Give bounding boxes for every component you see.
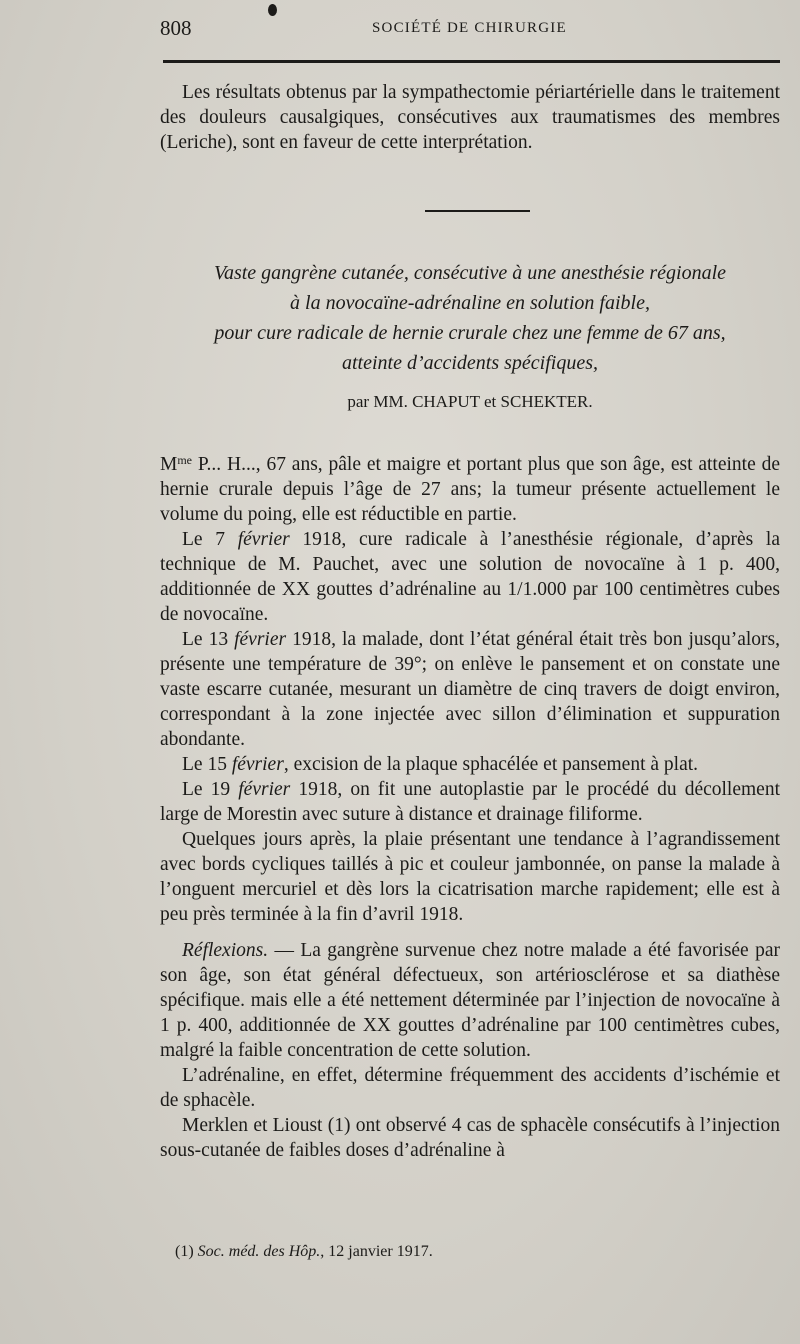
reflexions-text: — La gangrène survenue chez notre malade a été favorisée par son âge, son état général défectueux, son artériosclérose et sa diathèse spécifique. mais elle a été nettement déterminée par l’injection de novocaïne à 1 p. 400, additionnée de XX gouttes d’adrénaline par 100 centimètres cubes, malgré la faible concentration de cette solution.	[160, 940, 780, 1061]
excision-description: , excision de la plaque sphacélée et pansement à plat.	[283, 754, 699, 775]
footnote-source: Soc. méd. des Hôp.	[197, 1243, 321, 1260]
date-prefix: Le 19	[182, 779, 239, 800]
case-paragraph-complication	[160, 627, 780, 752]
article-title	[160, 258, 780, 378]
case-paragraph-autoplasty	[160, 777, 780, 827]
case-paragraph-surgery	[160, 527, 780, 627]
date-prefix: Le 15	[182, 754, 232, 775]
month-italic: février	[234, 629, 287, 650]
date-prefix: Le 13	[182, 629, 235, 650]
page-header	[160, 16, 780, 46]
title-line-2: à la novocaïne-adrénaline en solution faible,	[290, 292, 650, 314]
title-line-4: atteinte d’accidents spécifiques,	[341, 352, 599, 374]
footnote	[175, 1243, 433, 1261]
month-italic: février	[238, 779, 291, 800]
authors-line: par MM. CHAPUT et SCHEKTER.	[347, 392, 593, 411]
ink-spot	[268, 4, 277, 16]
patient-description: P... H..., 67 ans, pâle et maigre et portant plus que son âge, est atteinte de hernie crurale depuis l’âge de 27 ans; la tumeur présente actuellement le volume du poing, elle est réductible en partie.	[160, 454, 780, 525]
reflexions-paragraph-1	[160, 938, 780, 1063]
section-separator	[425, 210, 530, 212]
case-paragraph-excision	[160, 752, 780, 777]
reflexions-paragraph-2: L’adrénaline, en effet, détermine fréquemment des accidents d’ischémie et de sphacèle.	[160, 1065, 780, 1111]
reflexions-section	[160, 938, 780, 1163]
header-rule	[163, 60, 780, 63]
case-paragraph-patient	[160, 448, 780, 527]
month-italic: février	[231, 754, 284, 775]
autoplasty-description: 1918, on fit une autoplastie par le procédé du décollement large de Morestin avec suture à distance et drainage filiforme.	[160, 779, 780, 825]
running-head: SOCIÉTÉ DE CHIRURGIE	[372, 20, 567, 36]
surgery-description: 1918, cure radicale à l’anesthésie régionale, d’après la technique de M. Pauchet, avec une solution de novocaïne à 1 p. 400, additionnée de XX gouttes d’adrénaline au 1/1.000 par 100 centimètres cubes de novocaïne.	[160, 529, 780, 625]
title-prefix: M	[160, 454, 178, 475]
intro-paragraph-block	[160, 80, 780, 155]
case-report	[160, 448, 780, 927]
reflexions-paragraph-3: Merklen et Lioust (1) ont observé 4 cas de sphacèle consécutifs à l’injection sous-cutanée de faibles doses d’adrénaline à	[160, 1115, 780, 1161]
reflexions-label: Réflexions.	[182, 940, 269, 961]
footnote-number: (1)	[175, 1243, 198, 1260]
complication-description: 1918, la malade, dont l’état général était très bon jusqu’alors, présente une température de 39°; on enlève le pansement et on constate une vaste escarre cutanée, mesurant un diamètre de cinq travers de doigt environ, correspondant à la zone injectée avec sillon d’élimination et suppuration abondante.	[160, 629, 780, 750]
month-italic: février	[237, 529, 290, 550]
intro-paragraph: Les résultats obtenus par la sympathectomie périartérielle dans le traitement des douleurs causalgiques, consécutives aux traumatismes des membres (Leriche), sont en faveur de cette interprétation.	[160, 82, 780, 153]
title-superscript: me	[177, 453, 193, 467]
date-prefix: Le 7	[182, 529, 238, 550]
title-line-3: pour cure radicale de hernie crurale chez une femme de 67 ans,	[214, 322, 726, 344]
title-line-1: Vaste gangrène cutanée, consécutive à une anesthésie régionale	[213, 262, 727, 284]
case-paragraph-healing: Quelques jours après, la plaie présentant une tendance à l’agrandissement avec bords cycliques taillés à pic et couleur jambonnée, on panse la malade à l’onguent mercuriel et dès lors la cicatrisation marche rapidement; elle est à peu près terminée à la fin d’avril 1918.	[160, 829, 780, 925]
page-number: 808	[160, 16, 192, 40]
footnote-date: , 12 janvier 1917.	[320, 1243, 433, 1260]
